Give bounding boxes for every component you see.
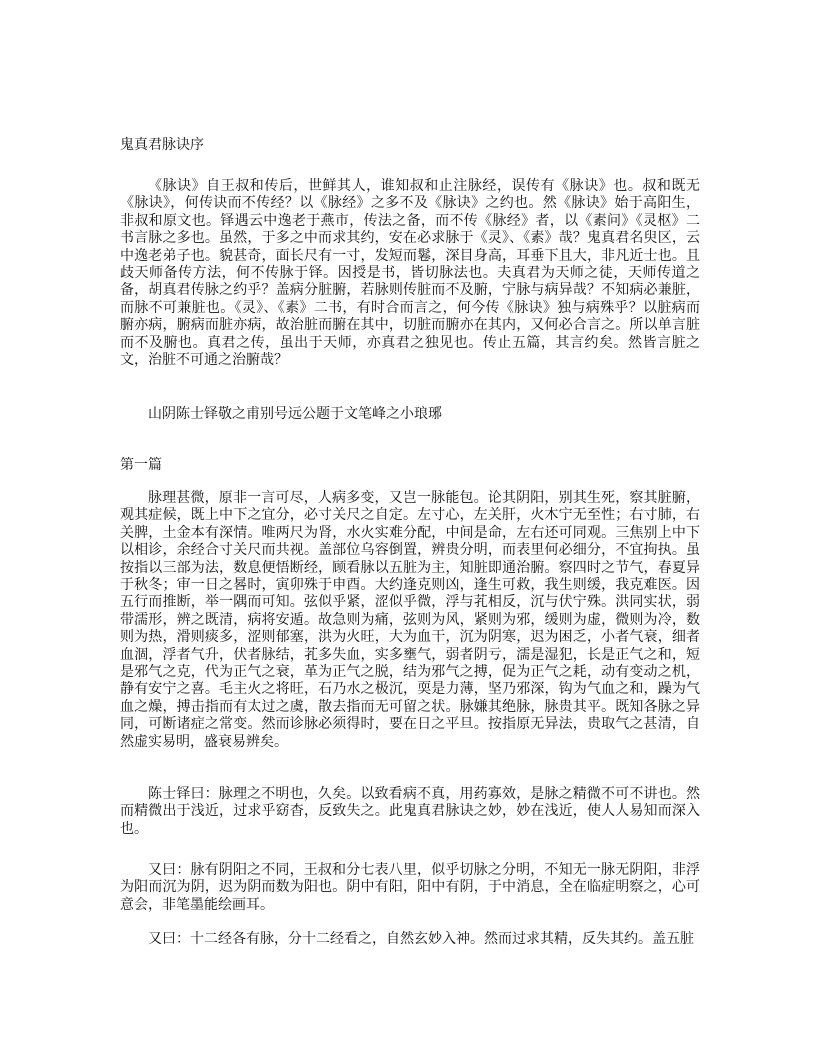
chapter-title: 第一篇 [120,457,162,473]
commentary-paragraph: 又曰：十二经各有脉，分十二经看之，自然玄妙入神。然而过求其精，反失其约。盖五脏 [148,931,694,947]
preface-signature: 山阴陈士铎敬之甫别号远公题于文笔峰之小琅琊 [148,406,442,422]
preface-body: 《脉诀》自王叔和传后，世鲜其人，谁知叔和止注脉经，误传有《脉诀》也。叔和既无《脉诀》，何传诀而不传经？以《脉经》之多不及《脉诀》之约也。然《脉诀》始于高阳生，非叔和原文也。铎遇云中逸老于燕市，传法之备，而不传《脉经》者，以《素问》《灵枢》二书言脉之多也。虽然，于多之中而求其约，安在必求脉于《灵》、《素》哉？鬼真君名臾区，云中逸老弟子也。貌甚奇，面长尺有一寸，发短而鬈，深目身高，耳垂下且大，非凡近士也。且歧天师备传方法，何不传脉于铎。因授是书，皆切脉法也。夫真君为天师之徒，天师传道之备，胡真君传脉之约乎？盖病分脏腑，若脉则传脏而不及腑，宁脉与病异哉？不知病必兼脏，而脉不可兼脏也。《灵》、《素》二书，有时合而言之，何今传《脉诀》独与病殊乎？以脏病而腑亦病，腑病而脏亦病，故治脏而腑在其中，切脏而腑亦在其内，又何必合言之。所以单言脏而不及腑也。真君之传，虽出于天师，亦真君之独见也。传止五篇，其言约矣。然皆言脏之文，治脏不可通之治腑哉？ [120,178,700,369]
commentary-paragraph: 又曰：脉有阴阳之不同，王叔和分七表八里，似乎切脉之分明，不知无一脉无阴阳，非浮为阳而沉为阴，迟为阴而数为阳也。阴中有阳，阳中有阴，于中消息，全在临症明察之，心可意会，非笔墨能绘画耳。 [120,862,700,913]
preface-title: 鬼真君脉诀序 [120,137,204,153]
commentary-paragraph: 陈士铎曰：脉理之不明也，久矣。以致看病不真，用药寡效，是脉之精微不可不讲也。然而精微出于浅近，过求乎窈杳，反致失之。此鬼真君脉诀之妙，妙在浅近，使人人易知而深入也。 [120,786,700,837]
chapter-paragraph: 脉理甚微，原非一言可尽，人病多变，又岂一脉能包。论其阴阳，别其生死，察其脏腑，观其症候，既上中下之宜分，必寸关尺之自定。左寸心，左关肝，火木宁无至性；右寸肺，右关脾，土金本有深情。唯两尺为肾，水火实难分配，中间是命，左右还可同观。三焦别上中下以相诊，余经合寸关尺而共视。盖部位乌容倒置，辨贵分明，而表里何必细分，不宜拘执。虽按指以三部为法，数息便悟断经，顾看脉以五脏为主，知脏即通治腑。察四时之节气，春夏异于秋冬；审一日之晷时，寅卯殊于申酉。大约逢克则凶，逢生可救，我生则缓，我克难医。因五行而推断，举一隅而可知。弦似乎紧，涩似乎微，浮与芤相反，沉与伏宁殊。洪同实状，弱带濡形，辨之既清，病将安遁。故急则为痛，弦则为风，紧则为邪，缓则为虚，微则为冷，数则为热，滑则痰多，涩则郁塞，洪为火旺，大为血干，沉为阴寒，迟为困乏，小者气衰，细者血涸，浮者气升，伏者脉结，芤多失血，实多壅气，弱者阴亏，濡是湿犯，长是正气之和，短是邪气之克，代为正气之衰，革为正气之脱，结为邪气之搏，促为正气之耗，动有变动之机，静有安宁之喜。毛主火之将旺，石乃水之极沉，耎是力薄，坚乃邪深，钩为气血之和，躁为气血之燥，搏击指而有太过之虞，散去指而无可留之状。脉嫌其绝脉，脉贵其平。既知各脉之异同，可断诸症之常变。然而诊脉必须得时，要在日之平旦。按指原无异法，贵取气之甚清，自然虚实易明，盛衰易辨矣。 [120,490,700,750]
